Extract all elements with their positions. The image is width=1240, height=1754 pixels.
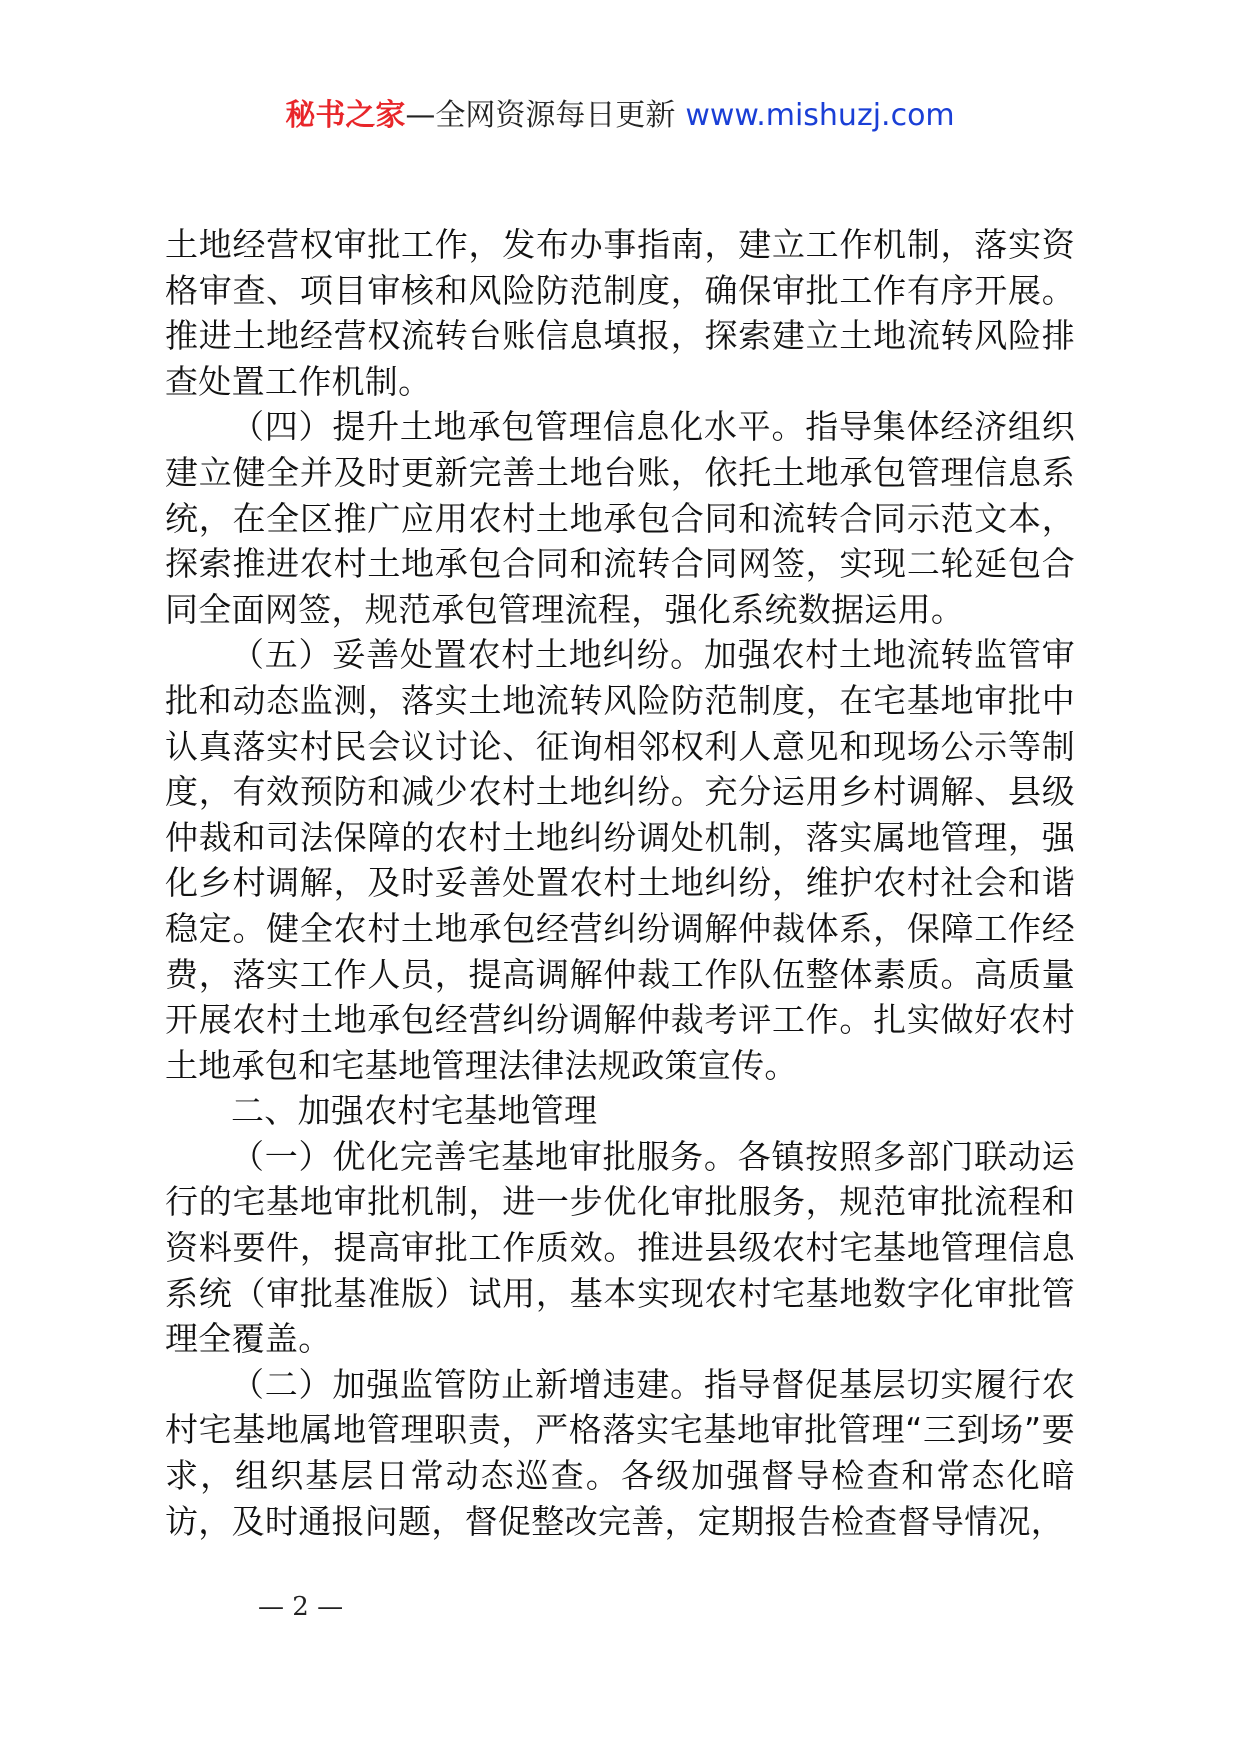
paragraph-subsection-2: （二）加强监管防止新增违建。指导督促基层切实履行农村宅基地属地管理职责，严格落实宅基地审批管理“三到场”要求，组织基层日常动态巡查。各级加强督导检查和常态化暗访，及时通报问题，督促整改完善，定期报告检查督导情况， bbox=[165, 1364, 1075, 1541]
paragraph-continued: 土地经营权审批工作，发布办事指南，建立工作机制，落实资格审查、项目审核和风险防范制度，确保审批工作有序开展。推进土地经营权流转台账信息填报，探索建立土地流转风险排查处置工作机制。 bbox=[165, 225, 1075, 401]
section-heading-2: 二、加强农村宅基地管理 bbox=[231, 1091, 598, 1131]
document-body bbox=[165, 222, 1075, 1544]
paragraph-subsection-1: （一）优化完善宅基地审批服务。各镇按照多部门联动运行的宅基地审批机制，进一步优化审批服务，规范审批流程和资料要件，提高审批工作质效。推进县级农村宅基地管理信息系统（审批基准版）试用，基本实现农村宅基地数字化审批管理全覆盖。 bbox=[165, 1136, 1075, 1359]
page-number: — 2 — bbox=[258, 1592, 344, 1622]
banner-tagline: —全网资源每日更新 bbox=[405, 98, 676, 133]
paragraph-section-5: （五）妥善处置农村土地纠纷。加强农村土地流转监管审批和动态监测，落实土地流转风险防范制度，在宅基地审批中认真落实村民会议讨论、征询相邻权利人意见和现场公示等制度，有效预防和减少农村土地纠纷。充分运用乡村调解、县级仲裁和司法保障的农村土地纠纷调处机制，落实属地管理，强化乡村调解，及时妥善处置农村土地纠纷，维护农村社会和谐稳定。健全农村土地承包经营纠纷调解仲裁体系，保障工作经费，落实工作人员，提高调解仲裁工作队伍整体素质。高质量开展农村土地承包经营纠纷调解仲裁考评工作。扎实做好农村土地承包和宅基地管理法律法规政策宣传。 bbox=[165, 635, 1075, 1085]
brand-name: 秘书之家 bbox=[285, 98, 406, 133]
site-url-link[interactable]: www.mishuzj.com bbox=[685, 98, 955, 133]
site-banner bbox=[0, 96, 1240, 136]
paragraph-section-4: （四）提升土地承包管理信息化水平。指导集体经济组织建立健全并及时更新完善土地台账，依托土地承包管理信息系统，在全区推广应用农村土地承包合同和流转合同示范文本，探索推进农村土地承包合同和流转合同网签，实现二轮延包合同全面网签，规范承包管理流程，强化系统数据运用。 bbox=[165, 407, 1075, 629]
